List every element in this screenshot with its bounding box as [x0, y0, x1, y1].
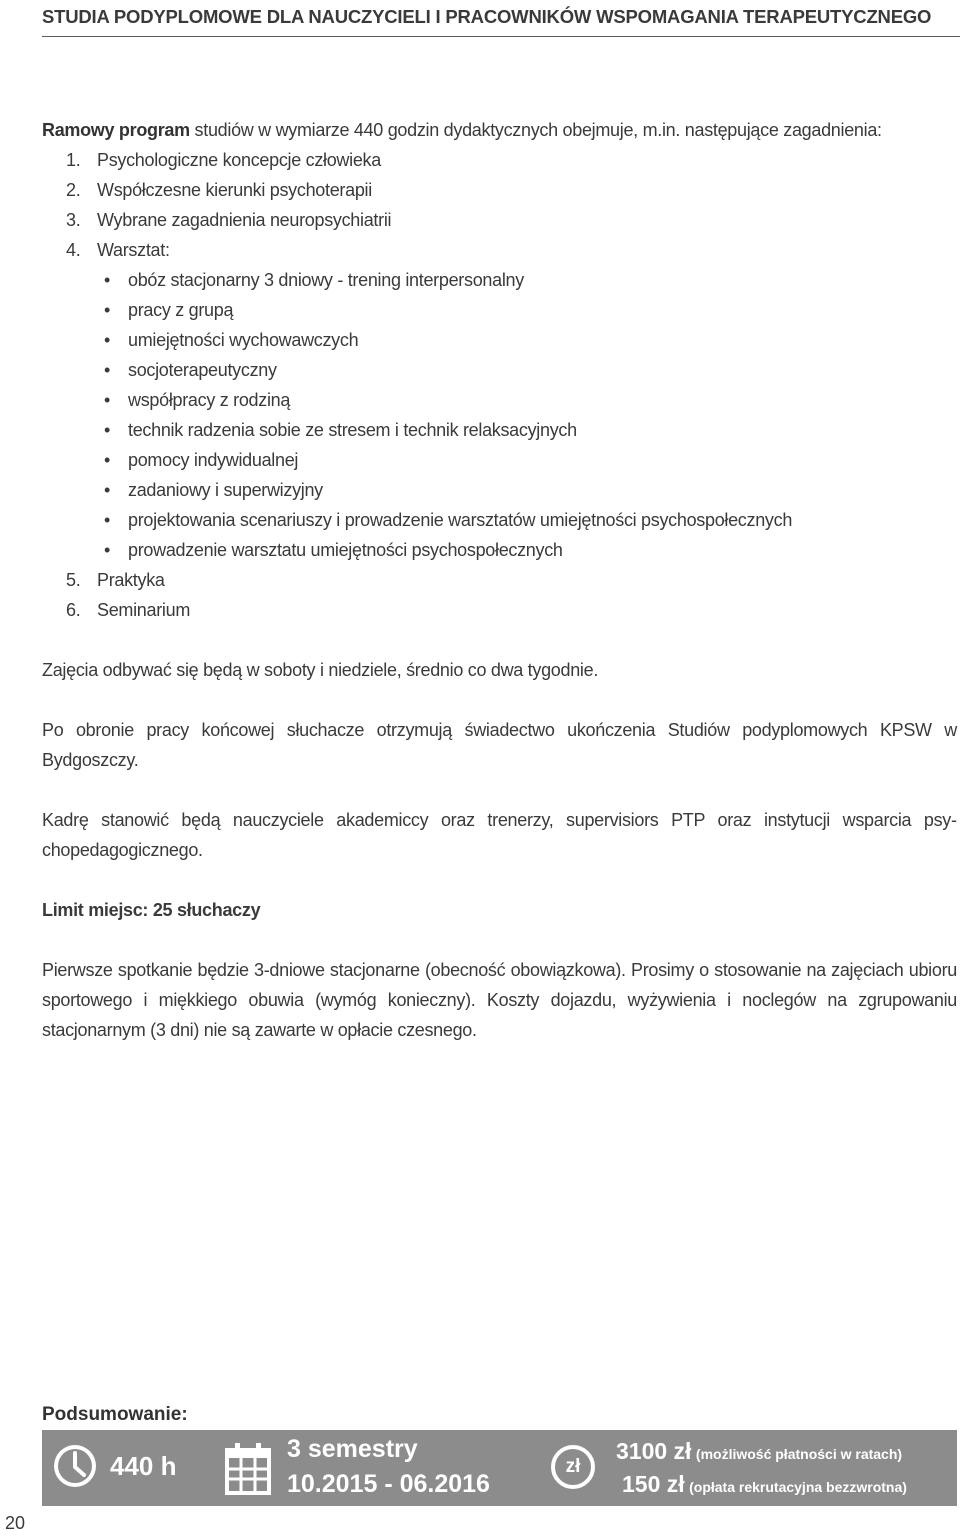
bullet-icon: • [104, 420, 111, 440]
topic-item [42, 565, 957, 595]
workshop-text: obóz stacjonarny 3 dniowy - trening interpersonalny [128, 270, 524, 290]
topic-item [42, 205, 957, 235]
bullet-icon: • [104, 270, 111, 290]
topic-text: Współczesne kierunki psychoterapii [97, 180, 372, 200]
schedule-paragraph: Zajęcia odbywać się będą w soboty i niedziele, średnio co dwa tygodnie. [42, 660, 599, 680]
header-divider [42, 36, 960, 37]
topic-item [42, 175, 957, 205]
workshop-item [97, 505, 957, 535]
summary-title: Podsumowanie: [42, 1404, 188, 1425]
recruitment-amount: 150 zł [622, 1471, 685, 1497]
bullet-icon: • [104, 480, 111, 500]
bullet-icon: • [104, 510, 111, 530]
first-meeting-paragraph: Pierwsze spotkanie będzie 3-dniowe stacjonarne (obecność obowiązkowa). Prosimy o stosowanie na zajęciach ubioru sportowego i miękkiego obuwia (wymóg konieczny). Koszty dojazdu, wyżywienia i noclegów na zgrupowaniu stacjonarnym (3 dni) nie są zawarte w opłacie czesnego. [42, 960, 957, 1040]
page-header-title: STUDIA PODYPLOMOWE DLA NAUCZYCIELI I PRACOWNIKÓW WSPOMAGANIA TERAPEUTYCZNEGO [42, 6, 932, 27]
workshop-text: technik radzenia sobie ze stresem i technik relaksacyjnych [128, 420, 577, 440]
workshop-list [97, 265, 957, 565]
workshop-item [97, 535, 957, 565]
topic-item [42, 595, 957, 625]
staff-paragraph: Kadrę stanowić będą nauczyciele akademiccy oraz trenerzy, supervisiors PTP oraz instytucji wsparcia psychopedagogicznego. [42, 810, 957, 860]
topic-text: Seminarium [97, 600, 191, 620]
workshop-text: zadaniowy i superwizyjny [128, 480, 323, 500]
bullet-icon: • [104, 450, 111, 470]
workshop-item [97, 445, 957, 475]
workshop-item [97, 385, 957, 415]
workshop-item [97, 475, 957, 505]
program-topics-list [42, 145, 957, 625]
workshop-text: socjoterapeutyczny [128, 360, 277, 380]
fee-note: (możliwość płatności w ratach) [695, 1446, 903, 1462]
bullet-icon: • [104, 540, 111, 560]
bullet-icon: • [104, 330, 111, 350]
currency-symbol: zł [565, 1456, 581, 1477]
bullet-icon: • [104, 390, 111, 410]
topic-number: 6. [66, 600, 81, 620]
topic-number: 4. [66, 240, 81, 260]
workshop-text: umiejętności wychowawczych [128, 330, 359, 350]
program-intro-text: studiów w wymiarze 440 godzin dydaktycznych obejmuje, m.in. następujące zagadnienia: [189, 120, 882, 140]
fee-amount: 3100 zł [616, 1438, 692, 1464]
summary-dates: 10.2015 - 06.2016 [287, 1470, 490, 1498]
topic-text: Warsztat: [97, 240, 170, 260]
workshop-text: pracy z grupą [128, 300, 234, 320]
program-intro [42, 115, 957, 145]
workshop-item [97, 355, 957, 385]
certificate-paragraph: Po obronie pracy końcowej słuchacze otrzymują świadectwo ukończenia Studiów podyplomowych KPSW w Bydgoszczy. [42, 720, 957, 770]
topic-number: 3. [66, 210, 81, 230]
workshop-item [97, 295, 957, 325]
topic-item [42, 145, 957, 175]
topic-text: Praktyka [97, 570, 165, 590]
topic-text: Psychologiczne koncepcje człowieka [97, 150, 381, 170]
topic-number: 1. [66, 150, 81, 170]
limit-heading: Limit miejsc: 25 słuchaczy [42, 900, 261, 920]
workshop-item [97, 265, 957, 295]
topic-number: 5. [66, 570, 81, 590]
workshop-text: prowadzenie warsztatu umiejętności psychospołecznych [128, 540, 563, 560]
summary-hours: 440 h [110, 1451, 177, 1481]
summary-bar [42, 1430, 957, 1506]
workshop-text: współpracy z rodziną [128, 390, 291, 410]
calendar-icon [224, 1442, 272, 1496]
workshop-text: pomocy indywidualnej [128, 450, 299, 470]
topic-number: 2. [66, 180, 81, 200]
clock-icon [51, 1442, 99, 1490]
topic-item [42, 235, 957, 565]
workshop-item [97, 415, 957, 445]
topic-text: Wybrane zagadnienia neuropsychiatrii [97, 210, 392, 230]
recruitment-row [622, 1471, 907, 1498]
main-content [42, 115, 957, 1045]
fee-row [616, 1438, 902, 1465]
page-number: 20 [5, 1513, 26, 1533]
summary-semesters: 3 semestry [287, 1435, 418, 1463]
program-intro-bold: Ramowy program [42, 120, 190, 140]
recruitment-note: (opłata rekrutacyjna bezzwrotna) [689, 1479, 907, 1495]
bullet-icon: • [104, 300, 111, 320]
bullet-icon: • [104, 360, 111, 380]
workshop-item [97, 325, 957, 355]
workshop-text: projektowania scenariuszy i prowadzenie warsztatów umiejętności psychospołecznych [128, 510, 793, 530]
